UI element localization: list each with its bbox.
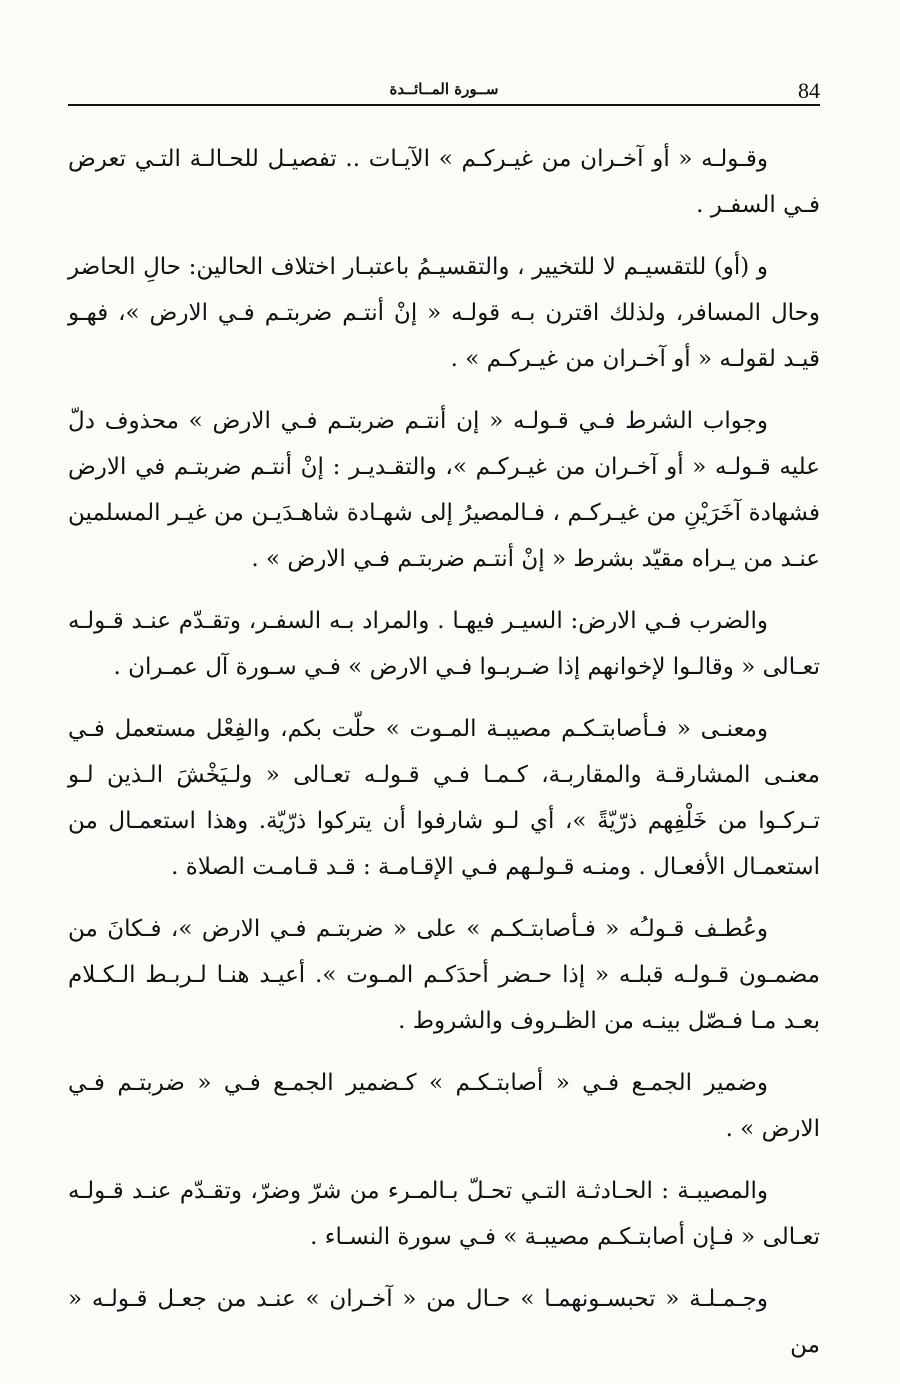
running-title: ســورة المــائــدة bbox=[389, 80, 499, 98]
paragraph: والضرب فـي الارض: السيـر فيهـا . والمراد بـه السفـر، وتقـدّم عنـد قـولـه تعـالى « وقالـوا لإخوانهم إذا ضـربـوا فـي الارض » فـي سـورة آل عمـران . bbox=[68, 608, 820, 680]
book-page bbox=[68, 70, 820, 1384]
page-header bbox=[68, 70, 820, 106]
body-text bbox=[68, 136, 820, 1368]
page-number: 84 bbox=[798, 78, 820, 103]
paragraph: وعُطـف قـولـُه « فـأصابتـكـم » على « ضربتـم فـي الارض »، فـكانَ من مضمـون قـولـه قبلـه « إذا حـضر أحدَكـم المـوت ». أعيـد هنـا لـربـط الـكـلام بعـد مـا فـصّل بينـه من الظـروف والشروط . bbox=[68, 916, 820, 1034]
paragraph: ومعنـى « فـأصابتـكـم مصيبـة المـوت » حلّت بكم، والفِعْل مستعمل فـي معنـى المشارقـة والمقاربـة، كـمـا فـي قـولـه تعـالى « ولـيَخْشَ الـذين لـو تـركـوا من خَلْفِهم ذرّيّةً »، أي لـو شارفوا أن يتركوا ذرّيّة. وهذا استعمـال من استعمـال الأفعـال . ومنـه قـولـهم فـي الإقـامـة : قـد قـامـت الصلاة . bbox=[68, 716, 820, 880]
paragraph: وجـمـلـة « تحبسـونهمـا » حـال من « آخـران » عنـد من جعـل قـولـه « من bbox=[68, 1286, 820, 1358]
paragraph: وقـولـه « أو آخـران من غيـركـم » الآيـات .. تفصيـل للحـالـة التـي تعرض فـي السفـر . bbox=[68, 146, 820, 218]
paragraph: وضمير الجمـع فـي « أصابتـكـم » كـضمير الجمـع فـي « ضربتـم فـي الارض » . bbox=[68, 1070, 820, 1142]
paragraph: و (أو) للتقسيـم لا للتخيير ، والتقسيـمُ باعتبـار اختلاف الحالين: حالِ الحاضر وحال المسافر، ولذلك اقترن بـه قولـه « إنْ أنتـم ضربتـم فـي الارض »، فهـو قيـد لقولـه « أو آخـران من غيـركـم » . bbox=[68, 254, 820, 372]
paragraph: وجواب الشرط فـي قـولـه « إن أنتـم ضربتـم فـي الارض » محذوف دلّ عليه قـولـه « أو آخـران من غيـركـم »، والتقـديـر : إنْ أنتـم ضربتـم في الارض فشهادة آخَرَيْنِ من غيـركـم ، فـالمصيرُ إلى شهـادة شاهـدَيـن من غيـر المسلمين عنـد من يـراه مقيّد بشرط « إنْ أنتـم ضربتـم فـي الارض » . bbox=[68, 408, 820, 572]
paragraph: والمصيبـة : الحـادثـة التـي تحـلّ بـالمـرء من شرّ وضرّ، وتقـدّم عنـد قـولـه تعـالى « فـإن أصابتـكـم مصيبـة » فـي سورة النسـاء . bbox=[68, 1178, 820, 1250]
